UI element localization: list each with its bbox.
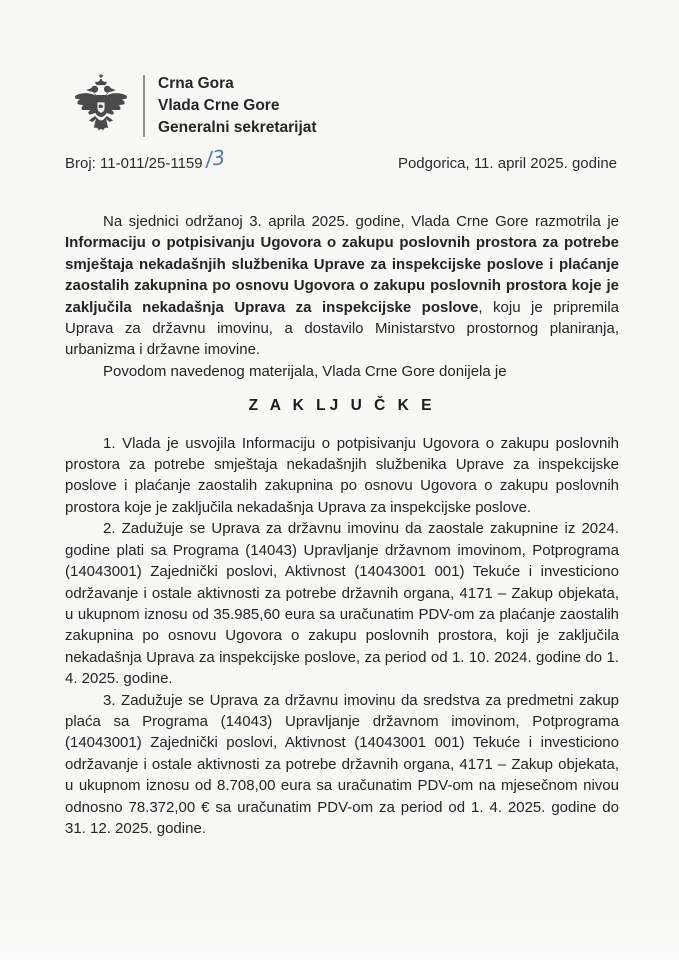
reference-number: Broj: 11-011/25-1159 — [65, 155, 203, 172]
intro-paragraph — [65, 211, 619, 361]
org-government: Vlada Crne Gore — [158, 97, 280, 114]
intro-text: Na sjednici održanoj 3. aprila 2025. godine, Vlada Crne Gore razmotrila je — [103, 213, 619, 230]
preamble-paragraph: Povodom navedenog materijala, Vlada Crne Gore donijela je — [103, 362, 507, 380]
montenegro-coat-of-arms-icon — [72, 72, 130, 140]
reference-number-group — [65, 144, 227, 173]
document-body — [65, 211, 619, 839]
letterhead-titles — [158, 72, 317, 139]
conclusions-heading: Z A K LJ U Č K E — [248, 397, 436, 415]
org-department: Generalni sekretarijat — [158, 119, 317, 136]
material-title: Informaciju o potpisivanju Ugovora o zakupu poslovnih prostora za potrebe smještaja nekadašnjih službenika Uprave za inspekcijske poslove i plaćanje zaostalih zakupnina po osnovu Ugovora o zakupu poslovnih prostora koje je zaključila nekadašnja Uprava za inspekcijske poslove — [65, 234, 619, 316]
conclusion-item-3: 3. Zadužuje se Uprava za državnu imovinu da sredstva za predmetni zakup plaća sa Programa (14043) Upravljanje državnom imovinom, Potprograma (14043001) Zajednički poslovi, Aktivnost (14043001 001) Tekuće i investiciono održavanje i ostale aktivnosti za potrebe državnih organa, 4171 – Zakup objekata, u ukupnom iznosu od 8.708,00 eura sa uračunatim PDV-om na mjesečnom nivou odnosno 78.372,00 € sa uračunatim PDV-om za period od 1. 4. 2025. godine do 31. 12. 2025. godine. — [65, 691, 619, 837]
letterhead-divider — [143, 75, 145, 137]
conclusion-item-2: 2. Zadužuje se Uprava za državnu imovinu da zaostale zakupnine iz 2024. godine plati sa Programa (14043) Upravljanje državnom imovinom, Potprograma (14043001) Zajednički poslovi, Aktivnost (14043001 001) Tekuće i investiciono održavanje i ostale aktivnosti za potrebe državnih organa, 4171 – Zakup objekata, u ukupnom iznosu od 35.985,60 eura sa uračunatim PDV-om za plaćanje zaostalih zakupnina po osnovu Ugovora o zakupu poslovnih prostora, koji je zaključila nekadašnja Uprava za inspekcijske poslove, za period od 1. 10. 2024. godine do 1. 4. 2025. godine. — [65, 520, 619, 688]
handwritten-annotation: /3 — [203, 144, 227, 172]
place-date: Podgorica, 11. april 2025. godine — [397, 155, 617, 172]
letterhead — [72, 72, 317, 140]
reference-line — [65, 144, 617, 173]
conclusion-item-1: 1. Vlada je usvojila Informaciju o potpisivanju Ugovora o zakupu poslovnih prostora za potrebe smještaja nekadašnjih službenika Uprave za inspekcijske poslove i plaćanje zaostalih zakupnina po osnovu Ugovora o zakupu poslovnih prostora koje je zaključila nekadašnja Uprava za inspekcijske poslove. — [65, 434, 619, 516]
org-country: Crna Gora — [158, 75, 234, 92]
intro-outro: , koju je pripremila Uprava za državnu imovinu, a dostavilo Ministarstvo prostornog planiranja, urbanizma i državne imovine. — [65, 298, 619, 359]
